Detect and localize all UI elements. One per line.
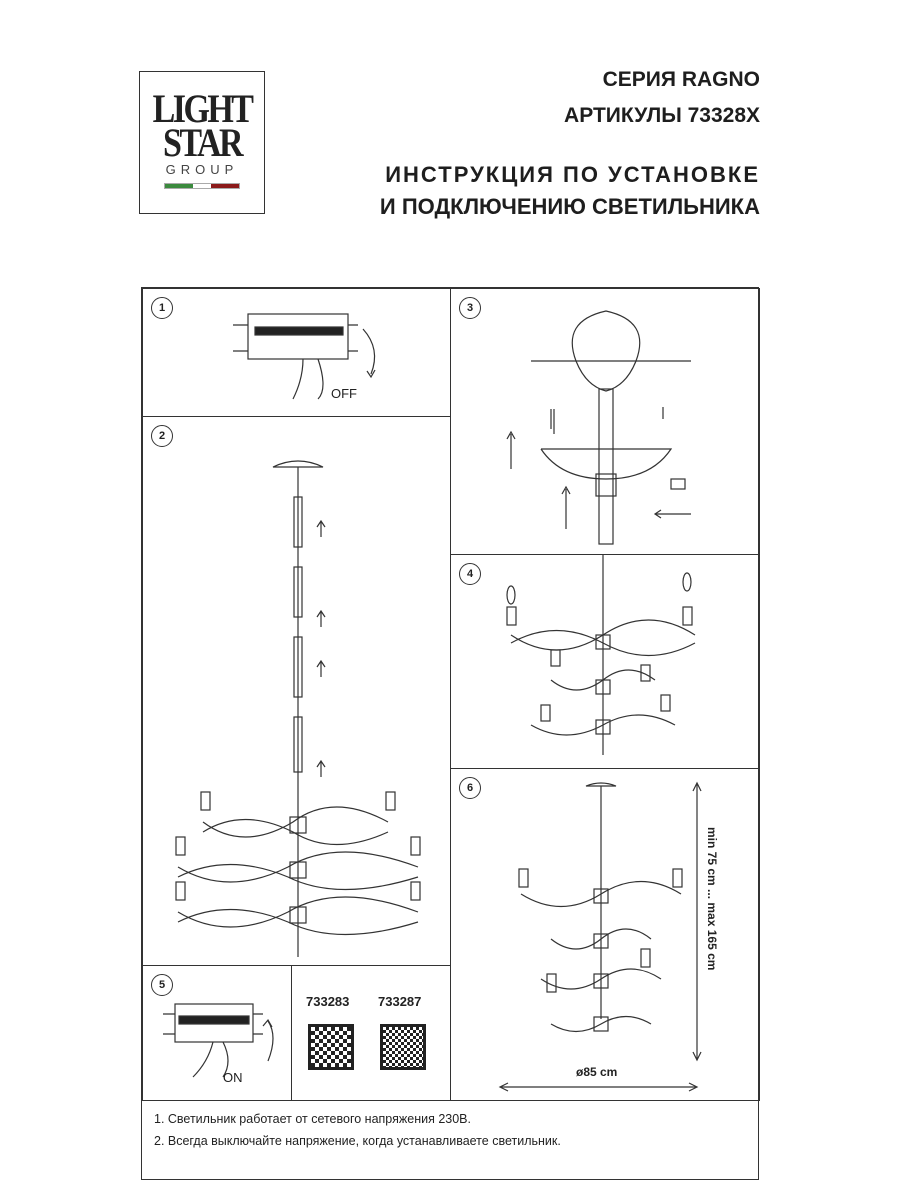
step-number: 1	[151, 297, 173, 319]
height-range-label: min 75 cm ... max 165 cm	[705, 827, 719, 971]
step-5-panel	[142, 965, 292, 1101]
ceiling-mount-illustration	[451, 289, 761, 556]
step-6-panel	[450, 768, 760, 1101]
step-3-panel	[450, 288, 760, 555]
lightstar-logo	[139, 71, 265, 214]
note-2: 2. Всегда выключайте напряжение, когда устанавливаете светильник.	[154, 1134, 561, 1148]
doc-title-line1: ИНСТРУКЦИЯ ПО УСТАНОВКЕ	[385, 162, 760, 187]
on-label: ON	[223, 1070, 243, 1085]
chandelier-assembly-illustration	[143, 417, 452, 967]
doc-title-line2: И ПОДКЛЮЧЕНИЮ СВЕТИЛЬНИКА	[379, 194, 760, 219]
safety-notes	[142, 1100, 758, 1160]
breaker-on-illustration	[143, 966, 293, 1102]
qr-code-733283[interactable]	[308, 1024, 354, 1070]
step-2-panel	[142, 416, 451, 966]
step-number: 6	[459, 777, 481, 799]
qr-codes-panel	[291, 965, 451, 1101]
breaker-off-illustration	[143, 289, 452, 418]
logo-line3: GROUP	[165, 162, 239, 177]
step-number: 5	[151, 974, 173, 996]
bulb-installation-illustration	[451, 555, 761, 770]
step-4-panel	[450, 554, 760, 769]
qr-code-label-1: 733283	[306, 994, 350, 1009]
qr-code-label-2: 733287	[378, 994, 422, 1009]
articles-title: АРТИКУЛЫ 73328X	[564, 104, 760, 127]
step-1-panel	[142, 288, 451, 417]
italian-flag-stripe	[164, 183, 240, 189]
series-title: СЕРИЯ RAGNO	[602, 68, 760, 91]
step-number: 3	[459, 297, 481, 319]
instruction-frame	[141, 287, 759, 1180]
logo-line2: STAR	[163, 120, 241, 165]
logo-line1: LIGHT	[152, 86, 252, 131]
note-1: 1. Светильник работает от сетевого напряжения 230В.	[154, 1112, 471, 1126]
diameter-label: ø85 cm	[576, 1065, 618, 1079]
step-number: 2	[151, 425, 173, 447]
off-label: OFF	[331, 386, 357, 401]
qr-code-733287[interactable]	[380, 1024, 426, 1070]
step-number: 4	[459, 563, 481, 585]
